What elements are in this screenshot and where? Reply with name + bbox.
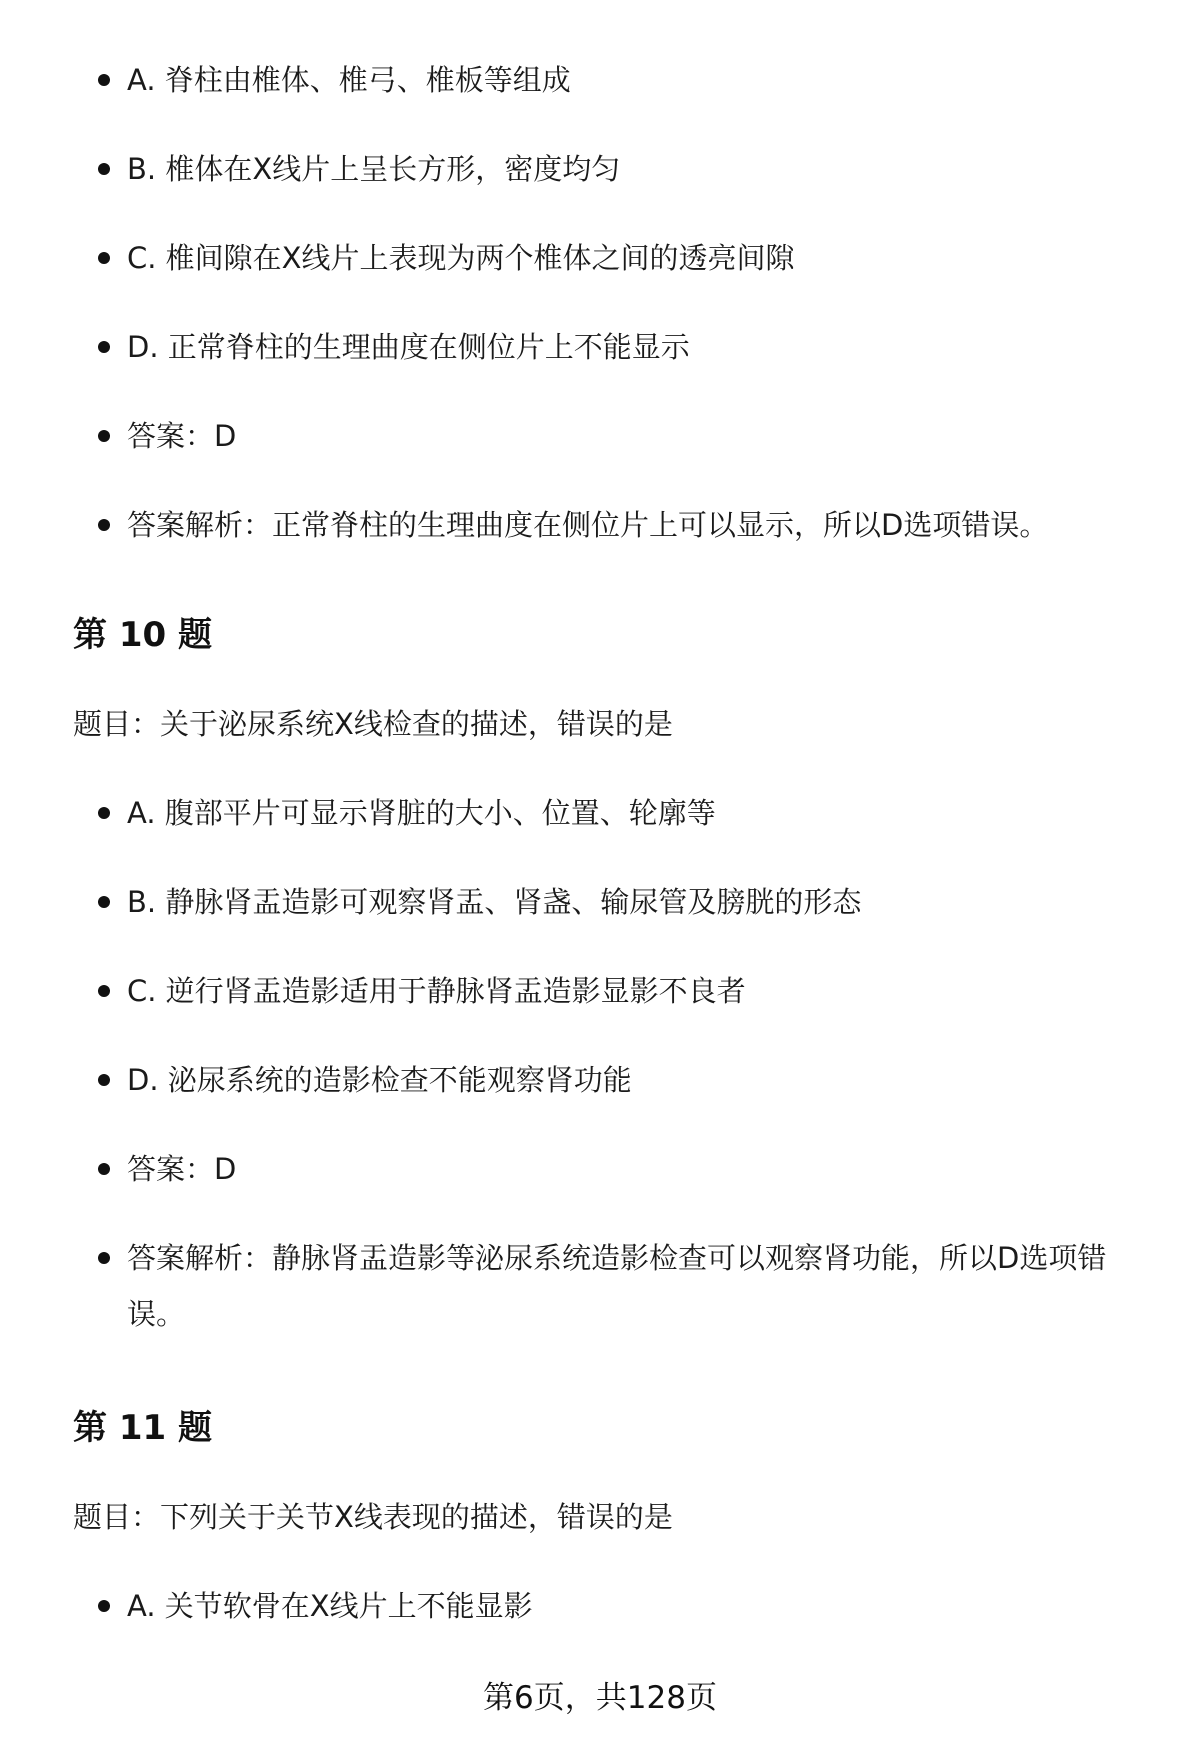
bullet-icon <box>98 896 110 908</box>
bullet-icon <box>98 1074 110 1086</box>
option-d: D. 泌尿系统的造影检查不能观察肾功能 <box>0 1052 1200 1108</box>
question-prompt: 题目：下列关于关节X线表现的描述，错误的是 <box>73 1500 673 1534</box>
question-9-list <box>0 52 1200 553</box>
option-c: C. 椎间隙在X线片上表现为两个椎体之间的透亮间隙 <box>0 230 1200 286</box>
bullet-icon <box>98 74 110 86</box>
question-prompt: 题目：关于泌尿系统X线检查的描述，错误的是 <box>73 707 673 741</box>
option-d: D. 正常脊柱的生理曲度在侧位片上不能显示 <box>0 319 1200 375</box>
bullet-icon <box>98 252 110 264</box>
bullet-icon <box>98 519 110 531</box>
answer-explanation: 答案解析：静脉肾盂造影等泌尿系统造影检查可以观察肾功能，所以D选项错误。 <box>0 1230 1200 1342</box>
option-b: B. 静脉肾盂造影可观察肾盂、肾盏、输尿管及膀胱的形态 <box>0 874 1200 930</box>
option-a: A. 脊柱由椎体、椎弓、椎板等组成 <box>0 52 1200 108</box>
bullet-icon <box>98 1163 110 1175</box>
bullet-icon <box>98 341 110 353</box>
page-number-footer: 第6页，共128页 <box>483 1680 717 1716</box>
option-c: C. 逆行肾盂造影适用于静脉肾盂造影显影不良者 <box>0 963 1200 1019</box>
answer: 答案：D <box>0 408 1200 464</box>
bullet-icon <box>98 807 110 819</box>
question-10 <box>0 607 1200 1375</box>
bullet-icon <box>98 1252 110 1264</box>
question-9 <box>0 52 1200 586</box>
answer: 答案：D <box>0 1141 1200 1197</box>
option-a: A. 腹部平片可显示肾脏的大小、位置、轮廓等 <box>0 785 1200 841</box>
bullet-icon <box>98 163 110 175</box>
question-title: 第 11 题 <box>73 1408 212 1448</box>
answer-explanation: 答案解析：正常脊柱的生理曲度在侧位片上可以显示，所以D选项错误。 <box>0 497 1200 553</box>
bullet-icon <box>98 430 110 442</box>
option-b: B. 椎体在X线片上呈长方形，密度均匀 <box>0 141 1200 197</box>
option-a: A. 关节软骨在X线片上不能显影 <box>0 1578 1200 1634</box>
question-11 <box>0 1400 1200 1667</box>
question-10-list <box>0 785 1200 1342</box>
bullet-icon <box>98 985 110 997</box>
bullet-icon <box>98 1600 110 1612</box>
question-11-list <box>0 1578 1200 1634</box>
question-title: 第 10 题 <box>73 615 212 655</box>
